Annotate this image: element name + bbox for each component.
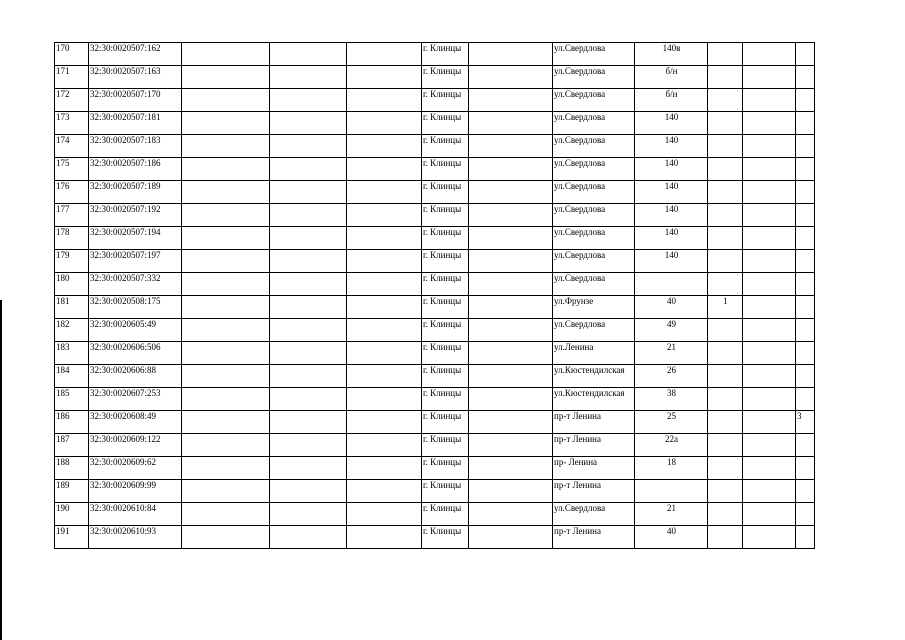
empty-cell (469, 434, 553, 457)
table-row (55, 457, 815, 480)
row-number-cell: 180 (55, 273, 89, 296)
row-number-cell: 178 (55, 227, 89, 250)
extra-cell-1 (708, 480, 743, 503)
row-number-cell: 181 (55, 296, 89, 319)
empty-cell (347, 89, 422, 112)
cadastral-number-cell: 32:30:0020608:49 (89, 411, 182, 434)
street-cell: ул.Свердлова (553, 158, 635, 181)
empty-cell (347, 434, 422, 457)
table-row (55, 204, 815, 227)
extra-cell-2 (743, 250, 796, 273)
empty-cell (270, 204, 347, 227)
empty-cell (469, 388, 553, 411)
table-row (55, 526, 815, 549)
empty-cell (469, 227, 553, 250)
empty-cell (469, 89, 553, 112)
empty-cell (469, 43, 553, 66)
extra-cell-3 (796, 273, 815, 296)
street-cell: пр-т Ленина (553, 434, 635, 457)
empty-cell (270, 227, 347, 250)
row-number-cell: 185 (55, 388, 89, 411)
table-row (55, 480, 815, 503)
empty-cell (469, 66, 553, 89)
empty-cell (182, 342, 270, 365)
extra-cell-1 (708, 112, 743, 135)
empty-cell (270, 158, 347, 181)
cadastral-number-cell: 32:30:0020507:192 (89, 204, 182, 227)
empty-cell (347, 365, 422, 388)
table-row (55, 503, 815, 526)
extra-cell-1 (708, 250, 743, 273)
extra-cell-2 (743, 66, 796, 89)
row-number-cell: 173 (55, 112, 89, 135)
empty-cell (270, 319, 347, 342)
cadastral-number-cell: 32:30:0020609:62 (89, 457, 182, 480)
empty-cell (182, 273, 270, 296)
extra-cell-2 (743, 181, 796, 204)
extra-cell-2 (743, 434, 796, 457)
table-row (55, 319, 815, 342)
cadastral-number-cell: 32:30:0020610:84 (89, 503, 182, 526)
city-cell: г. Клинцы (422, 112, 469, 135)
extra-cell-1 (708, 135, 743, 158)
empty-cell (469, 112, 553, 135)
house-number-cell: 140 (635, 158, 708, 181)
street-cell: ул.Свердлова (553, 250, 635, 273)
extra-cell-2 (743, 342, 796, 365)
empty-cell (182, 250, 270, 273)
house-number-cell: 140 (635, 250, 708, 273)
extra-cell-2 (743, 388, 796, 411)
table-row (55, 43, 815, 66)
empty-cell (347, 503, 422, 526)
row-number-cell: 174 (55, 135, 89, 158)
extra-cell-3 (796, 181, 815, 204)
row-number-cell: 182 (55, 319, 89, 342)
table-row (55, 158, 815, 181)
empty-cell (182, 66, 270, 89)
empty-cell (347, 319, 422, 342)
empty-cell (469, 480, 553, 503)
row-number-cell: 172 (55, 89, 89, 112)
row-number-cell: 186 (55, 411, 89, 434)
street-cell: ул.Свердлова (553, 319, 635, 342)
empty-cell (270, 411, 347, 434)
empty-cell (270, 135, 347, 158)
house-number-cell: б/н (635, 66, 708, 89)
empty-cell (347, 273, 422, 296)
cadastral-number-cell: 32:30:0020507:162 (89, 43, 182, 66)
empty-cell (182, 411, 270, 434)
empty-cell (347, 227, 422, 250)
city-cell: г. Клинцы (422, 411, 469, 434)
table-row (55, 227, 815, 250)
extra-cell-2 (743, 43, 796, 66)
cadastral-number-cell: 32:30:0020507:170 (89, 89, 182, 112)
house-number-cell: 21 (635, 342, 708, 365)
empty-cell (270, 112, 347, 135)
empty-cell (347, 480, 422, 503)
row-number-cell: 171 (55, 66, 89, 89)
street-cell: ул.Свердлова (553, 503, 635, 526)
empty-cell (347, 457, 422, 480)
street-cell: ул.Свердлова (553, 181, 635, 204)
extra-cell-3 (796, 204, 815, 227)
row-number-cell: 183 (55, 342, 89, 365)
cadastral-number-cell: 32:30:0020508:175 (89, 296, 182, 319)
city-cell: г. Клинцы (422, 89, 469, 112)
cadastral-number-cell: 32:30:0020606:506 (89, 342, 182, 365)
empty-cell (182, 526, 270, 549)
empty-cell (270, 273, 347, 296)
empty-cell (182, 43, 270, 66)
city-cell: г. Клинцы (422, 296, 469, 319)
extra-cell-2 (743, 503, 796, 526)
extra-cell-1 (708, 457, 743, 480)
row-number-cell: 188 (55, 457, 89, 480)
extra-cell-3 (796, 89, 815, 112)
extra-cell-1 (708, 388, 743, 411)
table-row (55, 388, 815, 411)
extra-cell-2 (743, 526, 796, 549)
empty-cell (347, 411, 422, 434)
extra-cell-3 (796, 526, 815, 549)
extra-cell-1 (708, 66, 743, 89)
empty-cell (469, 411, 553, 434)
cadastral-number-cell: 32:30:0020507:186 (89, 158, 182, 181)
house-number-cell (635, 273, 708, 296)
empty-cell (469, 503, 553, 526)
empty-cell (270, 342, 347, 365)
empty-cell (270, 250, 347, 273)
city-cell: г. Клинцы (422, 135, 469, 158)
extra-cell-3 (796, 503, 815, 526)
row-number-cell: 175 (55, 158, 89, 181)
extra-cell-3 (796, 227, 815, 250)
empty-cell (469, 319, 553, 342)
empty-cell (182, 181, 270, 204)
extra-cell-3 (796, 434, 815, 457)
house-number-cell: 38 (635, 388, 708, 411)
empty-cell (270, 66, 347, 89)
street-cell: пр-т Ленина (553, 526, 635, 549)
empty-cell (347, 342, 422, 365)
empty-cell (182, 365, 270, 388)
city-cell: г. Клинцы (422, 250, 469, 273)
city-cell: г. Клинцы (422, 319, 469, 342)
empty-cell (182, 503, 270, 526)
house-number-cell: 140в (635, 43, 708, 66)
house-number-cell: 140 (635, 204, 708, 227)
empty-cell (270, 43, 347, 66)
cadastral-number-cell: 32:30:0020507:197 (89, 250, 182, 273)
extra-cell-3 (796, 296, 815, 319)
empty-cell (347, 388, 422, 411)
cadastral-number-cell: 32:30:0020507:183 (89, 135, 182, 158)
empty-cell (347, 526, 422, 549)
extra-cell-2 (743, 112, 796, 135)
empty-cell (469, 204, 553, 227)
empty-cell (182, 89, 270, 112)
row-number-cell: 177 (55, 204, 89, 227)
extra-cell-2 (743, 365, 796, 388)
street-cell: ул.Свердлова (553, 135, 635, 158)
table-row (55, 434, 815, 457)
empty-cell (182, 204, 270, 227)
empty-cell (347, 112, 422, 135)
row-number-cell: 179 (55, 250, 89, 273)
city-cell: г. Клинцы (422, 273, 469, 296)
cadastral-number-cell: 32:30:0020609:99 (89, 480, 182, 503)
empty-cell (182, 457, 270, 480)
extra-cell-3 (796, 388, 815, 411)
extra-cell-3 (796, 43, 815, 66)
extra-cell-1 (708, 181, 743, 204)
extra-cell-3 (796, 319, 815, 342)
row-number-cell: 187 (55, 434, 89, 457)
cadastral-number-cell: 32:30:0020507:194 (89, 227, 182, 250)
city-cell: г. Клинцы (422, 66, 469, 89)
extra-cell-1 (708, 365, 743, 388)
scan-edge-line (0, 300, 2, 640)
cadastral-number-cell: 32:30:0020610:93 (89, 526, 182, 549)
house-number-cell: 40 (635, 526, 708, 549)
table-row (55, 135, 815, 158)
street-cell: пр-т Ленина (553, 411, 635, 434)
house-number-cell (635, 480, 708, 503)
extra-cell-1 (708, 526, 743, 549)
extra-cell-3 (796, 480, 815, 503)
empty-cell (182, 158, 270, 181)
empty-cell (347, 43, 422, 66)
table-row (55, 250, 815, 273)
table-row (55, 365, 815, 388)
city-cell: г. Клинцы (422, 43, 469, 66)
extra-cell-1: 1 (708, 296, 743, 319)
city-cell: г. Клинцы (422, 388, 469, 411)
cadastral-number-cell: 32:30:0020507:189 (89, 181, 182, 204)
empty-cell (270, 388, 347, 411)
table-row (55, 273, 815, 296)
empty-cell (347, 250, 422, 273)
table-row (55, 66, 815, 89)
row-number-cell: 170 (55, 43, 89, 66)
extra-cell-1 (708, 204, 743, 227)
empty-cell (347, 158, 422, 181)
street-cell: ул.Свердлова (553, 204, 635, 227)
empty-cell (182, 296, 270, 319)
city-cell: г. Клинцы (422, 526, 469, 549)
street-cell: ул.Свердлова (553, 273, 635, 296)
extra-cell-2 (743, 158, 796, 181)
extra-cell-1 (708, 158, 743, 181)
empty-cell (270, 503, 347, 526)
table-row (55, 89, 815, 112)
house-number-cell: 140 (635, 135, 708, 158)
extra-cell-3 (796, 66, 815, 89)
extra-cell-2 (743, 457, 796, 480)
extra-cell-2 (743, 480, 796, 503)
city-cell: г. Клинцы (422, 480, 469, 503)
cadastral-number-cell: 32:30:0020606:88 (89, 365, 182, 388)
cadastral-number-cell: 32:30:0020605:49 (89, 319, 182, 342)
extra-cell-3 (796, 158, 815, 181)
cadastral-number-cell: 32:30:0020607:253 (89, 388, 182, 411)
extra-cell-1 (708, 342, 743, 365)
row-number-cell: 176 (55, 181, 89, 204)
house-number-cell: б/н (635, 89, 708, 112)
cadastral-number-cell: 32:30:0020507:163 (89, 66, 182, 89)
empty-cell (270, 89, 347, 112)
cadastral-number-cell: 32:30:0020609:122 (89, 434, 182, 457)
empty-cell (182, 319, 270, 342)
house-number-cell: 140 (635, 227, 708, 250)
street-cell: ул.Свердлова (553, 112, 635, 135)
house-number-cell: 26 (635, 365, 708, 388)
empty-cell (469, 526, 553, 549)
extra-cell-1 (708, 89, 743, 112)
street-cell: ул.Свердлова (553, 89, 635, 112)
empty-cell (270, 457, 347, 480)
table-row (55, 112, 815, 135)
house-number-cell: 140 (635, 181, 708, 204)
extra-cell-3 (796, 342, 815, 365)
city-cell: г. Клинцы (422, 158, 469, 181)
extra-cell-3 (796, 250, 815, 273)
house-number-cell: 140 (635, 112, 708, 135)
extra-cell-1 (708, 411, 743, 434)
empty-cell (347, 66, 422, 89)
extra-cell-2 (743, 296, 796, 319)
extra-cell-2 (743, 411, 796, 434)
empty-cell (270, 296, 347, 319)
extra-cell-2 (743, 135, 796, 158)
extra-cell-1 (708, 434, 743, 457)
extra-cell-2 (743, 204, 796, 227)
extra-cell-2 (743, 227, 796, 250)
row-number-cell: 189 (55, 480, 89, 503)
row-number-cell: 184 (55, 365, 89, 388)
street-cell: ул.Кюстендилская (553, 365, 635, 388)
extra-cell-3 (796, 112, 815, 135)
extra-cell-3 (796, 135, 815, 158)
empty-cell (347, 204, 422, 227)
extra-cell-1 (708, 273, 743, 296)
extra-cell-2 (743, 89, 796, 112)
empty-cell (270, 526, 347, 549)
empty-cell (469, 365, 553, 388)
extra-cell-3: 3 (796, 411, 815, 434)
row-number-cell: 191 (55, 526, 89, 549)
house-number-cell: 18 (635, 457, 708, 480)
street-cell: пр- Ленина (553, 457, 635, 480)
empty-cell (347, 296, 422, 319)
city-cell: г. Клинцы (422, 342, 469, 365)
empty-cell (182, 135, 270, 158)
empty-cell (270, 365, 347, 388)
cadastral-number-cell: 32:30:0020507:332 (89, 273, 182, 296)
empty-cell (270, 181, 347, 204)
house-number-cell: 40 (635, 296, 708, 319)
empty-cell (182, 112, 270, 135)
city-cell: г. Клинцы (422, 503, 469, 526)
street-cell: ул.Фрунзе (553, 296, 635, 319)
extra-cell-2 (743, 273, 796, 296)
street-cell: ул.Кюстендилская (553, 388, 635, 411)
empty-cell (347, 181, 422, 204)
table-row (55, 342, 815, 365)
empty-cell (270, 434, 347, 457)
house-number-cell: 49 (635, 319, 708, 342)
empty-cell (469, 273, 553, 296)
address-registry-table (54, 42, 815, 549)
extra-cell-3 (796, 457, 815, 480)
empty-cell (182, 227, 270, 250)
street-cell: ул.Ленина (553, 342, 635, 365)
empty-cell (469, 135, 553, 158)
table-row (55, 296, 815, 319)
empty-cell (469, 342, 553, 365)
empty-cell (469, 181, 553, 204)
empty-cell (347, 135, 422, 158)
empty-cell (469, 296, 553, 319)
empty-cell (182, 480, 270, 503)
empty-cell (182, 434, 270, 457)
registry-table-body (55, 43, 815, 549)
row-number-cell: 190 (55, 503, 89, 526)
city-cell: г. Клинцы (422, 434, 469, 457)
city-cell: г. Клинцы (422, 457, 469, 480)
street-cell: ул.Свердлова (553, 43, 635, 66)
table-row (55, 411, 815, 434)
extra-cell-1 (708, 43, 743, 66)
house-number-cell: 21 (635, 503, 708, 526)
house-number-cell: 25 (635, 411, 708, 434)
city-cell: г. Клинцы (422, 365, 469, 388)
street-cell: пр-т Ленина (553, 480, 635, 503)
extra-cell-3 (796, 365, 815, 388)
city-cell: г. Клинцы (422, 227, 469, 250)
city-cell: г. Клинцы (422, 181, 469, 204)
street-cell: ул.Свердлова (553, 227, 635, 250)
empty-cell (469, 457, 553, 480)
cadastral-number-cell: 32:30:0020507:181 (89, 112, 182, 135)
extra-cell-1 (708, 227, 743, 250)
extra-cell-1 (708, 503, 743, 526)
table-row (55, 181, 815, 204)
house-number-cell: 22а (635, 434, 708, 457)
empty-cell (270, 480, 347, 503)
extra-cell-2 (743, 319, 796, 342)
empty-cell (469, 158, 553, 181)
city-cell: г. Клинцы (422, 204, 469, 227)
empty-cell (469, 250, 553, 273)
extra-cell-1 (708, 319, 743, 342)
empty-cell (182, 388, 270, 411)
street-cell: ул.Свердлова (553, 66, 635, 89)
